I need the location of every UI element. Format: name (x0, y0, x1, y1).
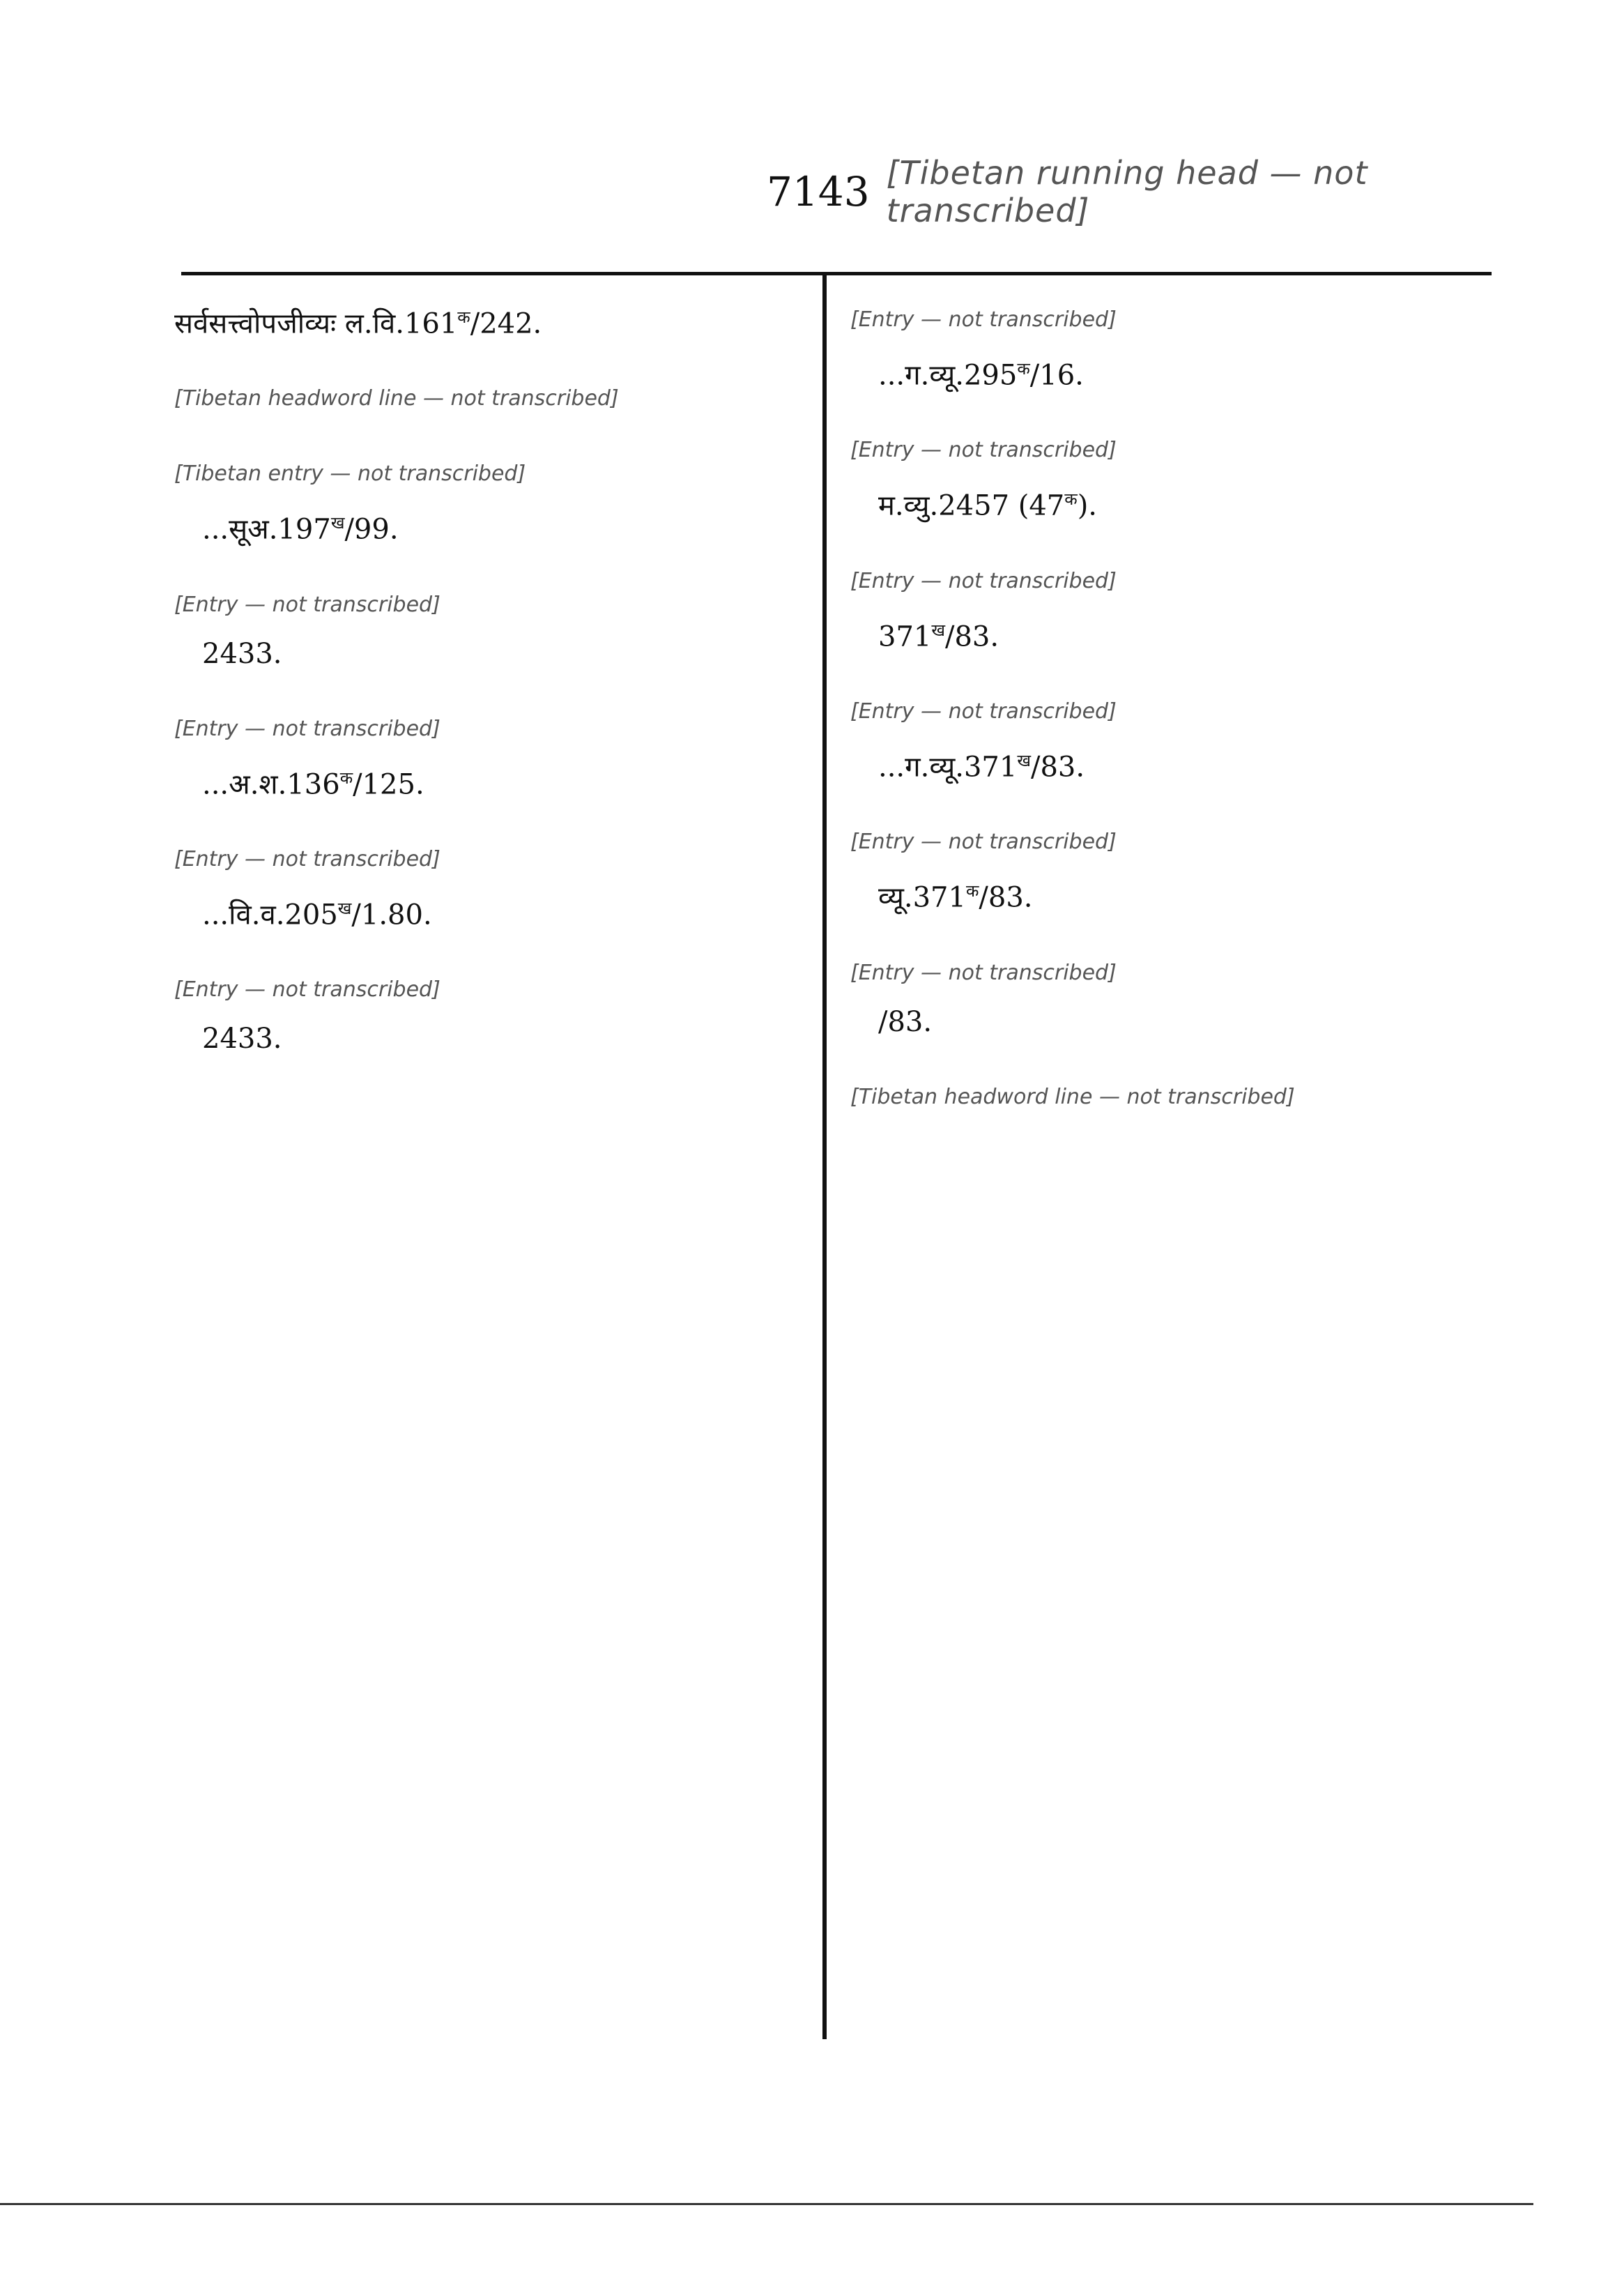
running-head: [Tibetan running head — not transcribed] (886, 154, 1368, 229)
dictionary-entry (174, 832, 802, 939)
entry-line: सर्वसत्त्वोपजीव्यः $ल.वि.161^क/242$. (174, 307, 542, 340)
dictionary-entry (850, 685, 1478, 791)
entry-line: [Entry — not transcribed] (174, 592, 441, 617)
dictionary-entry (174, 963, 802, 1063)
entry-line: [Tibetan entry — not transcribed] (174, 462, 526, 487)
entry-line: $...ग.व्यू.371^ख/83$. (878, 750, 1085, 784)
entry-line: [Tibetan headword line — not transcribed] (850, 1084, 1295, 1109)
entry-line: $...वि.व.205^ख/1.80$. (202, 898, 432, 931)
column-divider (822, 275, 827, 2039)
right-column (850, 293, 1478, 1145)
entry-line: [Entry — not transcribed] (850, 699, 1117, 724)
dictionary-entry (850, 946, 1478, 1046)
entry-line: 2433. (202, 637, 282, 670)
header-rule (181, 272, 1492, 275)
dictionary-entry (174, 293, 802, 348)
dictionary-entry (850, 1070, 1478, 1122)
entry-line: [Entry — not transcribed] (850, 568, 1117, 593)
dictionary-entry (174, 372, 802, 423)
entry-line: $371^ख/83$. (878, 620, 999, 653)
left-column (174, 293, 802, 1087)
dictionary-entry (850, 293, 1478, 399)
entry-line: $व्यू.371^क/83$. (878, 881, 1033, 914)
footer-rule (0, 2203, 1533, 2205)
entry-line: [Entry — not transcribed] (850, 960, 1117, 985)
entry-line: 2433. (202, 1023, 282, 1055)
entry-line: [Entry — not transcribed] (850, 307, 1117, 332)
dictionary-entry (174, 447, 802, 554)
dictionary-entry (174, 578, 802, 678)
entry-line: $...अ.श.136^क/125$. (202, 768, 424, 800)
dictionary-entry (850, 554, 1478, 661)
entry-line: [Entry — not transcribed] (174, 977, 441, 1003)
entry-line: $...ग.व्यू.295^क/16$. (878, 359, 1084, 392)
entry-line: [Entry — not transcribed] (850, 438, 1117, 463)
dictionary-entry (850, 423, 1478, 530)
dictionary-entry (850, 815, 1478, 922)
entry-line: /83. (878, 1005, 933, 1038)
entry-line: [Tibetan headword line — not transcribed] (174, 386, 619, 411)
entry-line: म.व्यु.2457 $(47^क)$. (878, 489, 1098, 522)
entry-line: [Entry — not transcribed] (174, 716, 441, 741)
page-header (767, 153, 1499, 230)
entry-line: $...सूअ.197^ख/99$. (202, 513, 399, 546)
page-number: 7143 (767, 168, 870, 215)
entry-line: [Entry — not transcribed] (850, 830, 1117, 855)
dictionary-entry (174, 702, 802, 809)
entry-line: [Entry — not transcribed] (174, 846, 441, 871)
